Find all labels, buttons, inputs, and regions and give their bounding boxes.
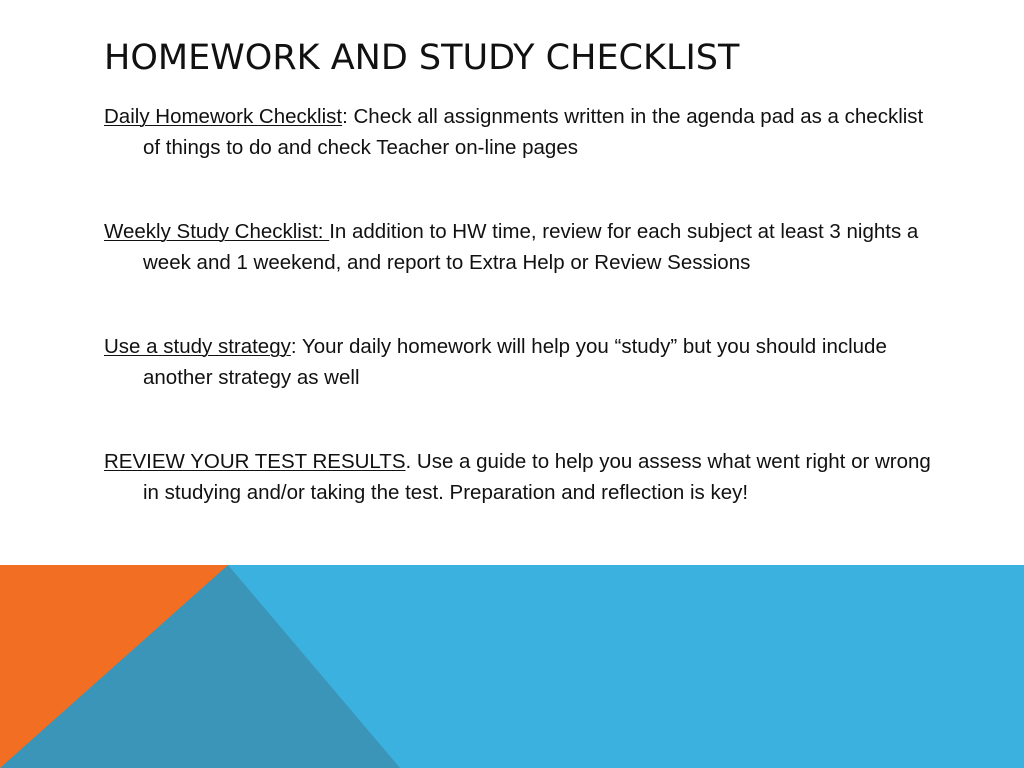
checklist-body bbox=[104, 101, 944, 508]
decorative-footer-graphic bbox=[0, 565, 1024, 768]
checklist-item-study-strategy bbox=[104, 331, 944, 393]
checklist-item-weekly-study bbox=[104, 216, 944, 278]
item-separator: : bbox=[342, 105, 354, 128]
item-label: Daily Homework Checklist bbox=[104, 105, 343, 128]
item-text: In addition to HW time, review for each subject at least 3 nights a week and 1 weekend, and report to Extra Help or Review Sessions bbox=[143, 220, 919, 274]
item-separator: . bbox=[405, 450, 417, 473]
item-text: Check all assignments written in the agenda pad as a checklist of things to do and check Teacher on-line pages bbox=[143, 105, 924, 159]
item-label: REVIEW YOUR TEST RESULTS bbox=[104, 450, 406, 473]
slide-title: HOMEWORK AND STUDY CHECKLIST bbox=[104, 38, 740, 78]
item-text: Your daily homework will help you “study” but you should include another strategy as well bbox=[143, 335, 887, 389]
item-text: Use a guide to help you assess what went right or wrong in studying and/or taking the test. Preparation and reflection is key! bbox=[143, 450, 931, 504]
checklist-item-review-test-results bbox=[104, 446, 944, 508]
item-label: Weekly Study Checklist: bbox=[104, 220, 330, 243]
item-label: Use a study strategy bbox=[104, 335, 291, 358]
item-separator: : bbox=[290, 335, 302, 358]
checklist-item-daily-homework bbox=[104, 101, 944, 163]
